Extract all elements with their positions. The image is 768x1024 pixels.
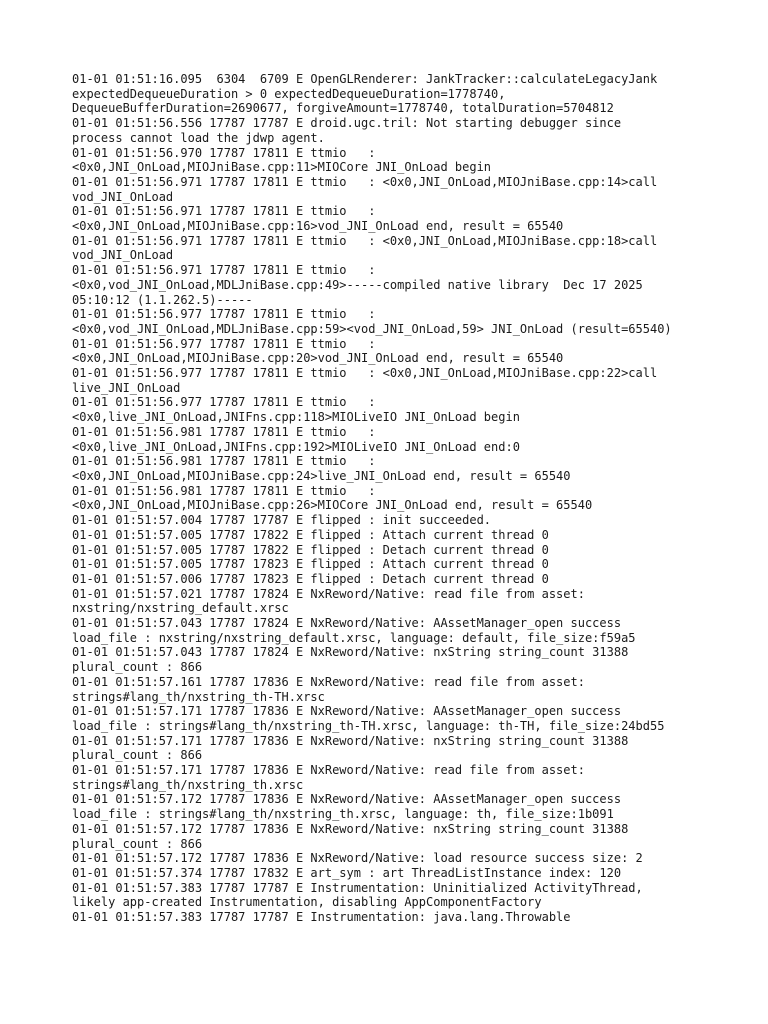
log-line: 01-01 01:51:56.977 17787 17811 E ttmio : xyxy=(72,395,376,410)
log-line: 01-01 01:51:56.977 17787 17811 E ttmio : xyxy=(72,336,376,351)
log-line: process cannot load the jdwp agent. xyxy=(72,130,325,145)
log-line: live_JNI_OnLoad xyxy=(72,380,181,395)
log-line: <0x0,live_JNI_OnLoad,JNIFns.cpp:192>MIOLiveIO JNI_OnLoad end:0 xyxy=(72,439,520,454)
log-line: <0x0,live_JNI_OnLoad,JNIFns.cpp:118>MIOLiveIO JNI_OnLoad begin xyxy=(72,410,520,425)
log-line: 01-01 01:51:56.971 17787 17811 E ttmio : xyxy=(72,204,376,219)
log-line: <0x0,JNI_OnLoad,MIOJniBase.cpp:11>MIOCore JNI_OnLoad begin xyxy=(72,160,492,175)
log-line: likely app-created Instrumentation, disabling AppComponentFactory xyxy=(72,895,542,910)
log-line: nxstring/nxstring_default.xrsc xyxy=(72,601,289,616)
log-line: load_file : nxstring/nxstring_default.xrsc, language: default, file_size:f59a5 xyxy=(72,630,636,645)
log-line: <0x0,JNI_OnLoad,MIOJniBase.cpp:24>live_JNI_OnLoad end, result = 65540 xyxy=(72,468,571,483)
log-line: 01-01 01:51:57.172 17787 17836 E NxReword/Native: AAssetManager_open success xyxy=(72,792,622,807)
log-line: <0x0,vod_JNI_OnLoad,MDLJniBase.cpp:49>-----compiled native library Dec 17 2025 xyxy=(72,277,643,292)
log-line: <0x0,JNI_OnLoad,MIOJniBase.cpp:26>MIOCore JNI_OnLoad end, result = 65540 xyxy=(72,498,593,513)
log-line: DequeueBufferDuration=2690677, forgiveAmount=1778740, totalDuration=5704812 xyxy=(72,101,614,116)
log-line: plural_count : 866 xyxy=(72,836,203,851)
log-line: 01-01 01:51:57.005 17787 17822 E flipped : Attach current thread 0 xyxy=(72,527,549,542)
log-line: 01-01 01:51:56.556 17787 17787 E droid.ugc.tril: Not starting debugger since xyxy=(72,116,622,131)
log-line: 01-01 01:51:57.043 17787 17824 E NxReword/Native: nxString string_count 31388 xyxy=(72,645,629,660)
log-line: plural_count : 866 xyxy=(72,660,203,675)
log-line: 01-01 01:51:56.981 17787 17811 E ttmio : xyxy=(72,483,376,498)
log-line: load_file : strings#lang_th/nxstring_th.xrsc, language: th, file_size:1b091 xyxy=(72,807,614,822)
log-line: vod_JNI_OnLoad xyxy=(72,248,174,263)
log-line: <0x0,JNI_OnLoad,MIOJniBase.cpp:16>vod_JNI_OnLoad end, result = 65540 xyxy=(72,219,564,234)
log-line: 01-01 01:51:56.977 17787 17811 E ttmio : xyxy=(72,307,376,322)
log-line: 01-01 01:51:16.095 6304 6709 E OpenGLRenderer: JankTracker::calculateLegacyJank xyxy=(72,72,658,86)
log-line: 01-01 01:51:56.981 17787 17811 E ttmio : xyxy=(72,454,376,469)
log-line: plural_count : 866 xyxy=(72,748,203,763)
log-line: 01-01 01:51:57.383 17787 17787 E Instrumentation: java.lang.Throwable xyxy=(72,910,571,925)
log-line: 01-01 01:51:57.171 17787 17836 E NxReword/Native: nxString string_count 31388 xyxy=(72,733,629,748)
log-line: strings#lang_th/nxstring_th.xrsc xyxy=(72,777,304,792)
log-line: 01-01 01:51:56.977 17787 17811 E ttmio : <0x0,JNI_OnLoad,MIOJniBase.cpp:22>call xyxy=(72,366,658,381)
log-line: 01-01 01:51:57.383 17787 17787 E Instrumentation: Uninitialized ActivityThread, xyxy=(72,880,643,895)
log-line: 01-01 01:51:57.172 17787 17836 E NxReword/Native: nxString string_count 31388 xyxy=(72,821,629,836)
log-line: <0x0,JNI_OnLoad,MIOJniBase.cpp:20>vod_JNI_OnLoad end, result = 65540 xyxy=(72,351,564,366)
log-line: 01-01 01:51:57.005 17787 17822 E flipped : Detach current thread 0 xyxy=(72,542,549,557)
log-line: vod_JNI_OnLoad xyxy=(72,189,174,204)
log-line: 01-01 01:51:57.161 17787 17836 E NxReword/Native: read file from asset: xyxy=(72,674,585,689)
log-line: 01-01 01:51:57.043 17787 17824 E NxReword/Native: AAssetManager_open success xyxy=(72,616,622,631)
log-line: 01-01 01:51:57.004 17787 17787 E flipped : init succeeded. xyxy=(72,513,492,528)
log-line: 01-01 01:51:57.171 17787 17836 E NxReword/Native: AAssetManager_open success xyxy=(72,704,622,719)
log-line: 05:10:12 (1.1.262.5)----- xyxy=(72,292,253,307)
log-line: 01-01 01:51:56.981 17787 17811 E ttmio : xyxy=(72,424,376,439)
log-line: 01-01 01:51:56.970 17787 17811 E ttmio : xyxy=(72,145,376,160)
log-line: 01-01 01:51:57.006 17787 17823 E flipped : Detach current thread 0 xyxy=(72,571,549,586)
log-line: 01-01 01:51:56.971 17787 17811 E ttmio : <0x0,JNI_OnLoad,MIOJniBase.cpp:18>call xyxy=(72,233,658,248)
log-line: 01-01 01:51:57.172 17787 17836 E NxReword/Native: load resource success size: 2 xyxy=(72,851,643,866)
log-line: 01-01 01:51:56.971 17787 17811 E ttmio : <0x0,JNI_OnLoad,MIOJniBase.cpp:14>call xyxy=(72,174,658,189)
log-line: 01-01 01:51:57.374 17787 17832 E art_sym : art ThreadListInstance index: 120 xyxy=(72,865,622,880)
log-text-block xyxy=(72,72,712,925)
log-line: 01-01 01:51:57.171 17787 17836 E NxReword/Native: read file from asset: xyxy=(72,763,585,778)
log-line: 01-01 01:51:57.021 17787 17824 E NxReword/Native: read file from asset: xyxy=(72,586,585,601)
log-line: strings#lang_th/nxstring_th-TH.xrsc xyxy=(72,689,325,704)
log-line: expectedDequeueDuration > 0 expectedDequeueDuration=1778740, xyxy=(72,86,506,101)
log-line: <0x0,vod_JNI_OnLoad,MDLJniBase.cpp:59><vod_JNI_OnLoad,59> JNI_OnLoad (result=65540) xyxy=(72,321,672,336)
log-line: 01-01 01:51:56.971 17787 17811 E ttmio : xyxy=(72,263,376,278)
log-line: 01-01 01:51:57.005 17787 17823 E flipped : Attach current thread 0 xyxy=(72,557,549,572)
log-line: load_file : strings#lang_th/nxstring_th-TH.xrsc, language: th-TH, file_size:24bd55 xyxy=(72,718,665,733)
